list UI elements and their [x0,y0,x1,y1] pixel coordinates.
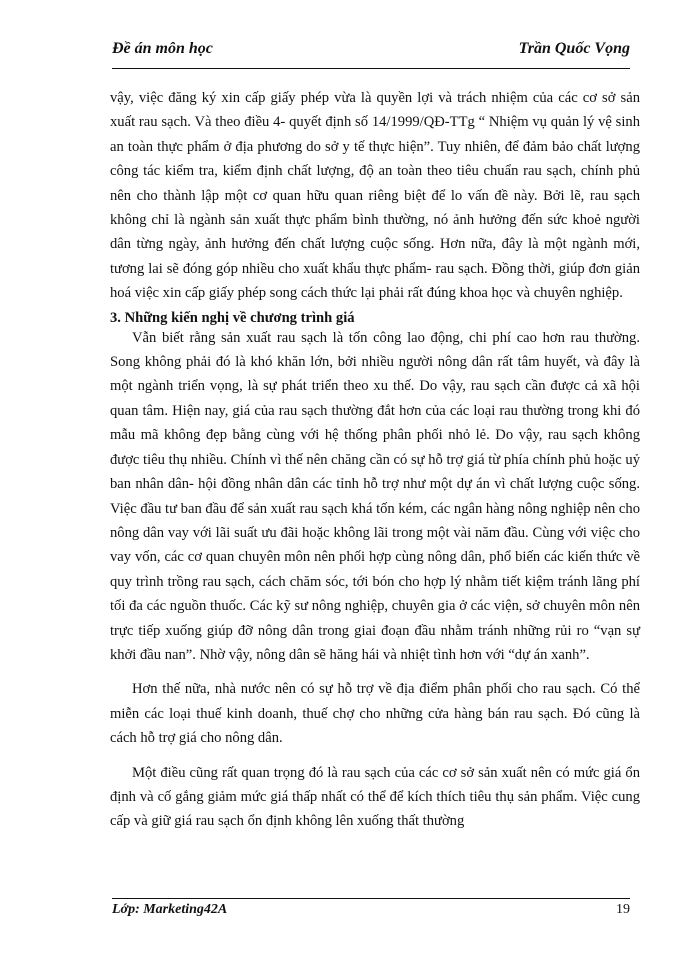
header-author: Trần Quốc Vọng [518,40,630,57]
page-header [112,38,630,69]
paragraph-2: Vẫn biết rằng sản xuất rau sạch là tốn công lao động, chi phí cao hơn rau thường. Song không phải đó là khó khăn lớn, bởi nhiều người nông dân rất tâm huyết, và đây là một ngành triển vọng, là sự phát triển theo xu thế. Do vậy, rau sạch cần được cả xã hội quan tâm. Hiện nay, giá của rau sạch thường đắt hơn của các loại rau thường trong khi đó mẫu mã không đẹp bằng cùng với hệ thống phân phối nhỏ lẻ. Do vậy, rau sạch không được tiêu thụ nhiều. Chính vì thế nên chăng cần có sự hỗ trợ giá từ phía chính phủ hoặc uỷ ban nhân dân- hội đồng nhân dân các tỉnh hỗ trợ như một dự án vì chất lượng cuộc sống. Việc đầu tư ban đầu để sản xuất rau sạch khá tốn kém, các ngân hàng nông nghiệp nên cho nông dân vay với lãi suất ưu đãi hoặc không lãi trong một vài năm đầu. Cùng với việc cho vay vốn, các cơ quan chuyên môn nên phối hợp cùng nông dân, phổ biến các kiến thức về quy trình trồng rau sạch, cách chăm sóc, tới bón cho hợp lý nhằm tiết kiệm tránh lãng phí tối đa các nguồn thuốc. Các kỹ sư nông nghiệp, chuyên gia ở các viện, sở chuyên môn nên trực tiếp xuống giúp đỡ nông dân trong giai đoạn đầu nhằm tránh những rủi ro “vạn sự khởi đầu nan”. Nhờ vậy, nông dân sẽ hăng hái và nhiệt tình hơn với “dự án xanh”. [110,329,640,663]
page-footer [112,902,630,922]
paragraph-3: Hơn thế nữa, nhà nước nên có sự hỗ trợ về địa điểm phân phối cho rau sạch. Có thể miễn các loại thuế kinh doanh, thuế chợ cho những cửa hàng bán rau sạch. Đó cũng là cách hỗ trợ giá cho nông dân. [110,681,640,747]
footer-divider [112,898,630,899]
document-body [110,86,640,834]
header-subject: Đề án môn học [112,40,213,57]
paragraph-4: Một điều cũng rất quan trọng đó là rau sạch của các cơ sở sản xuất nên có mức giá ổn định và cố gắng giảm mức giá thấp nhất có thể để kích thích tiêu thụ sản phẩm. Việc cung cấp và giữ giá rau sạch ổn định không lên xuống thất thường [110,764,640,830]
page-number: 19 [616,902,630,917]
section-heading: 3. Những kiến nghị về chương trình giá [110,309,355,326]
paragraph-1: vậy, việc đăng ký xin cấp giấy phép vừa là quyền lợi và trách nhiệm của các cơ sở sản xuất rau sạch. Và theo điều 4- quyết định số 14/1999/QĐ-TTg “ Nhiệm vụ quản lý vệ sinh an toàn thực phẩm ở địa phương do sở y tế thực hiện”. Tuy nhiên, để đảm bảo chất lượng công tác kiểm tra, kiểm định chất lượng, độ an toàn theo tiêu chuẩn rau sạch, chính phủ nên cho thành lập một cơ quan hữu quan riêng biệt để lo vấn đề này. Bởi lẽ, rau sạch không chỉ là ngành sản xuất thực phẩm bình thường, nó ảnh hưởng đến sức khoẻ người dân từng ngày, ảnh hưởng đến chất lượng cuộc sống. Hơn nữa, đây là một ngành mới, tương lai sẽ đóng góp nhiều cho xuất khẩu thực phẩm- rau sạch. Đồng thời, giúp đơn giản hoá việc xin cấp giấy phép song cách thức lại phải rất đúng khoa học và chuyên nghiệp. [110,90,640,302]
footer-class: Lớp: Marketing42A [112,902,228,917]
